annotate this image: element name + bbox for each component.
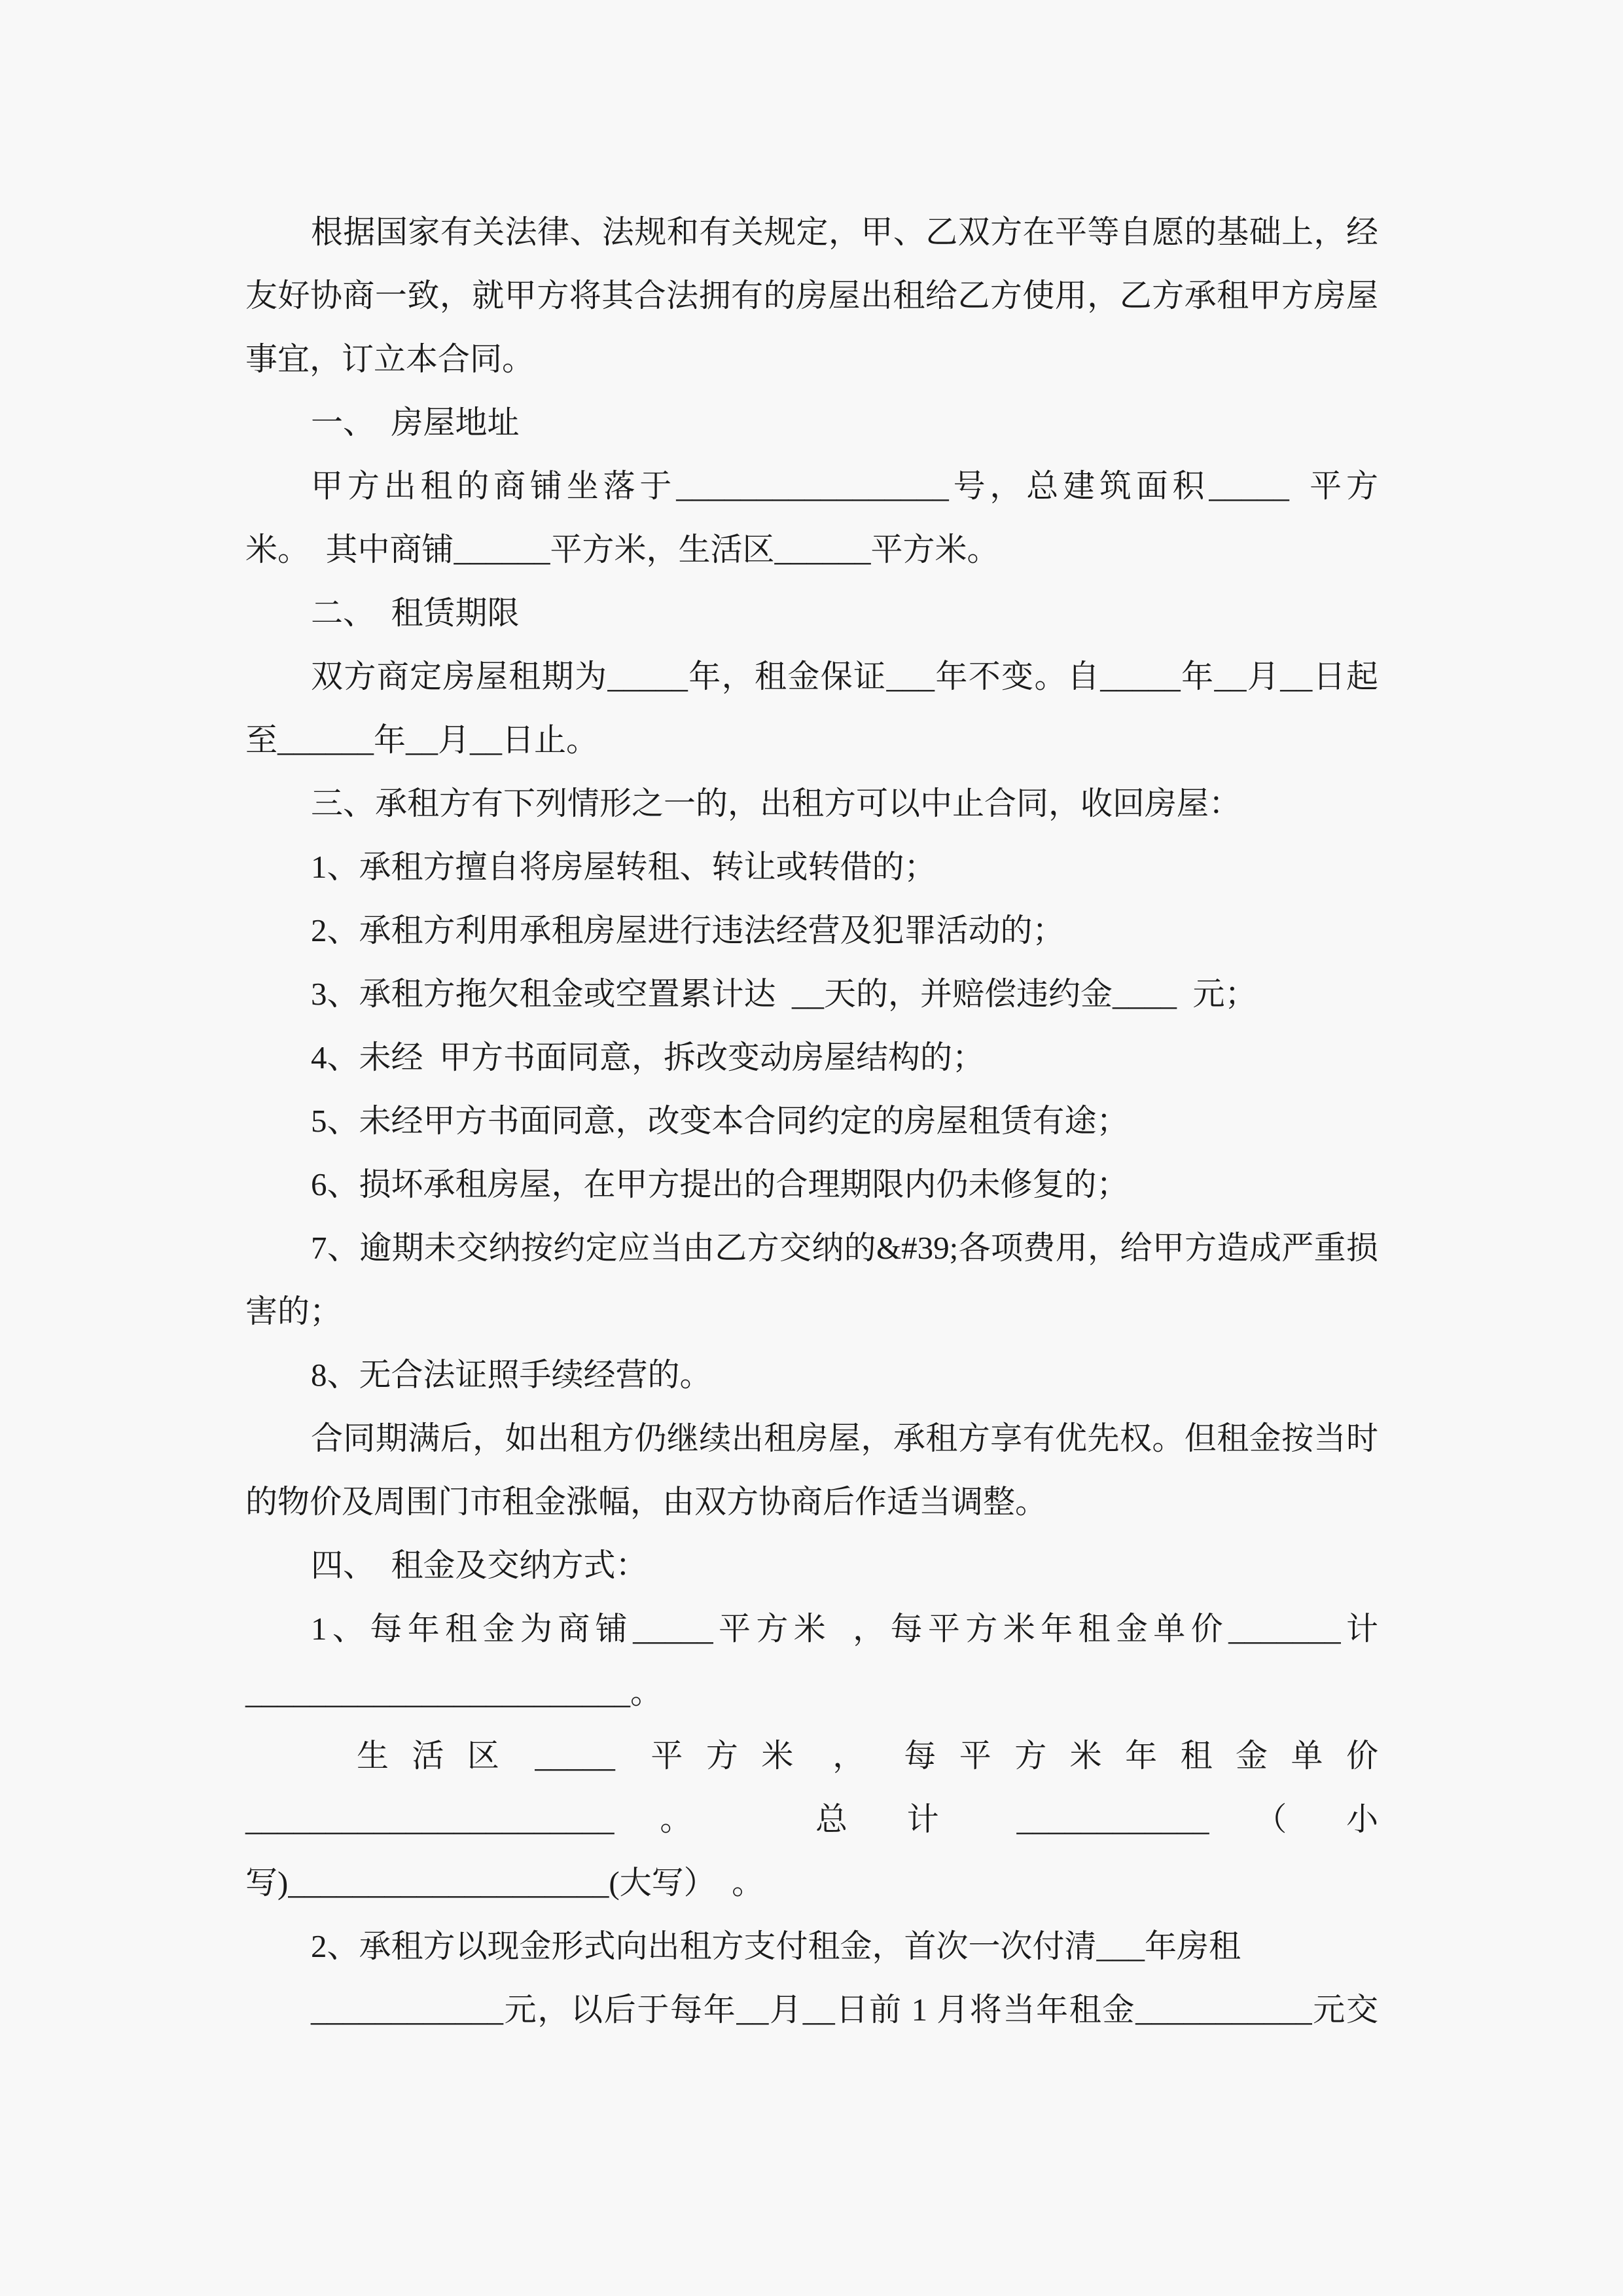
contract-line: ________________________。 (245, 1674, 662, 1710)
contract-line: 害的； (245, 1293, 342, 1329)
section-heading: 三、承租方有下列情形之一的，出租方可以中止合同，收回房屋： (311, 785, 1241, 821)
contract-line: 3、承租方拖欠租金或空置累计达 __天的，并赔偿违约金____ 元； (311, 976, 1257, 1012)
contract-line: ____________元，以后于每年__月__日前 1 月将当年租金___________元交 (311, 1992, 1378, 2028)
contract-line: 事宜，订立本合同。 (245, 341, 535, 377)
contract-line: 甲方出租的商铺坐落于_________________号，总建筑面积_____ 平方 (311, 468, 1378, 504)
contract-line: 1、每年租金为商铺_____平方米 ，每平方米年租金单价_______计 (311, 1611, 1378, 1647)
contract-line: 7、逾期未交纳按约定应当由乙方交纳的&#39;各项费用，给甲方造成严重损 (311, 1230, 1378, 1266)
contract-line: 1、承租方擅自将房屋转租、转让或转借的； (311, 849, 936, 885)
contract-line: 的物价及周围门市租金涨幅，由双方协商后作适当调整。 (245, 1484, 1048, 1520)
contract-line: 6、损坏承租房屋，在甲方提出的合理期限内仍未修复的； (311, 1166, 1129, 1202)
section-heading: 一、 房屋地址 (311, 404, 520, 440)
contract-line: 至______年__月__日止。 (245, 722, 599, 758)
contract-line: _______________________ 。 总 计 ____________ （ 小 (245, 1801, 1379, 1837)
contract-line: 写)____________________(大写） 。 (245, 1865, 764, 1901)
contract-line: 8、无合法证照手续经营的。 (311, 1357, 712, 1393)
section-heading: 四、 租金及交纳方式： (311, 1547, 648, 1583)
contract-line: 2、承租方以现金形式向出租方支付租金，首次一次付清___年房租 (311, 1928, 1241, 1964)
contract-line: 5、未经甲方书面同意，改变本合同约定的房屋租赁有途； (311, 1103, 1129, 1139)
section-heading: 二、 租赁期限 (311, 595, 520, 631)
contract-body (245, 200, 1378, 2041)
contract-line: 4、未经 甲方书面同意，拆改变动房屋结构的； (311, 1039, 985, 1075)
contract-line: 双方商定房屋租期为_____年，租金保证___年不变。自_____年__月__日起 (311, 658, 1378, 694)
contract-line: 合同期满后，如出租方仍继续出租房屋，承租方享有优先权。但租金按当时 (311, 1420, 1378, 1456)
contract-line: 2、承租方利用承租房屋进行违法经营及犯罪活动的； (311, 912, 1065, 948)
contract-line: 友好协商一致，就甲方将其合法拥有的房屋出租给乙方使用，乙方承租甲方房屋 (245, 278, 1378, 314)
contract-line: 生 活 区 _____ 平 方 米 ， 每 平 方 米 年 租 金 单 价 (357, 1738, 1378, 1774)
contract-line: 根据国家有关法律、法规和有关规定，甲、乙双方在平等自愿的基础上，经 (311, 214, 1378, 250)
contract-line: 米。 其中商铺______平方米，生活区______平方米。 (245, 531, 999, 567)
